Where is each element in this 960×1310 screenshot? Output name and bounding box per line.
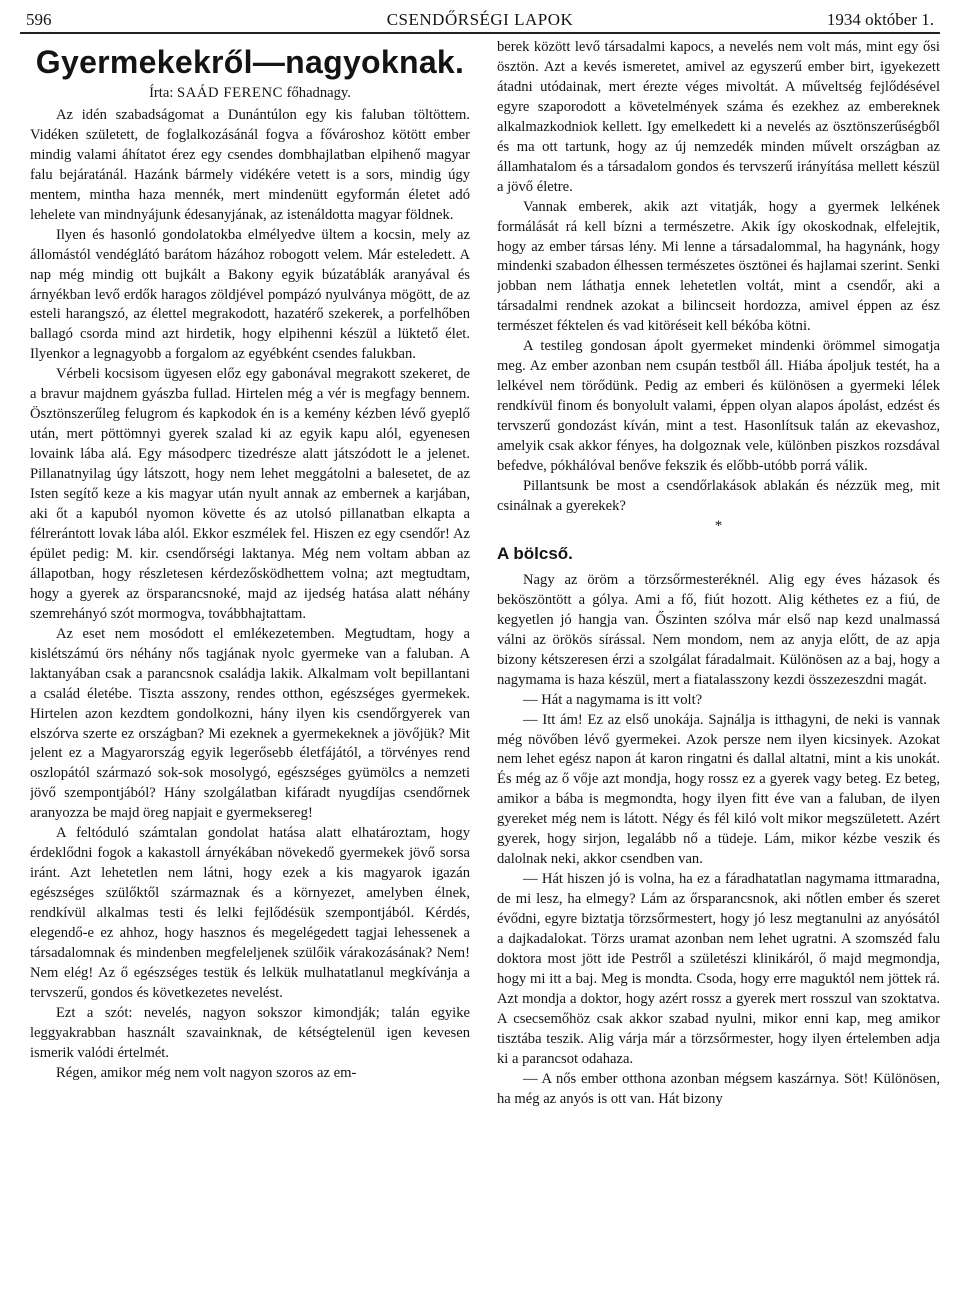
paragraph: Nagy az öröm a törzsőrmesteréknél. Alig egy éves házasok és beköszöntött a gólya. Ami a fő, fiút hozott. Alig kéthetes ez a fiú, de kegyetlen jó hangja van. Őszinten szólva már első nap kezd unalmassá válni az örökös sírással. Nem mondom, nem az anyja előtt, de az apja bizony kétszeresen érzi a szolgálat fáradalmait. Különösen az a baj, hogy a nagymama is haza készül, mert a fiatalasszony kezdi összezeszdni magát. [497, 571, 940, 688]
left-column [30, 44, 470, 1306]
paragraph: Ezt a szót: nevelés, nagyon sokszor kimondják; talán egyike leggyakrabban használt szavainknak, de kétségtelenül igen kevesen ismerik valódi értelmét. [30, 1004, 470, 1061]
byline-prefix: Írta: [149, 85, 174, 101]
right-column-body-top [497, 38, 940, 517]
paragraph: Vérbeli kocsisom ügyesen előz egy gabonával megrakott szekeret, de a bravur majdnem gyászba fullad. Hirtelen még a vér is megfagy bennem. Ösztönszerűleg felugrom és kapkodok én is a kemény kézben lévő gyeplő után, mert pöttömnyi gyerek szalad ki az egyik kapu alól, egyenesen lovaink lába alá. Egy másodperc tizedrésze alatt játszódott le a jelenet. Pillanatnyilag úgy látszott, hogy nem lehet meggátolni a balesetet, de az Isten segítő keze a kis magyar után nyult annak az embernek a karjában, aki őt a kapuból nyomon követte és az utolsó pillanatban elkapta a félrerántott lovak lába alól. Ekkor eszmélek fel. Hiszen ez egy csendőr! Az épület pedig: M. kir. csendőrségi laktanya. Még nem voltam abban az állapotban, hogy részletesen kérdezősködhettem volna; azt megtudtam, hogy a gyerek az örsparancsnoké, majd az ijedség hatása alatt néhány szemrehányó szót mormogva, továbbhajtattam. [30, 366, 470, 622]
paragraph: Ilyen és hasonló gondolatokba elmélyedve ültem a kocsin, mely az állomástól vendéglátó barátom házához robogott velem. Már esteledett. A nap még mindig ott bujkált a Bakony egyik búzatáblák aranyával és árnyékban levő erdők haragos zöldjével pompázó nyulványa mögött, de az esteli harangszó, az élettel megrakodott, hazatérő szekerek, a porfelhőben ballagó csorda mind azt hirdetik, hogy elpihenni készül a lüktető élet. Ilyenkor a legnagyobb a forgalom az egyébként csendes falukban. [30, 226, 470, 363]
right-column [497, 38, 940, 1306]
paragraph: Az eset nem mosódott el emlékezetemben. Megtudtam, hogy a kislétszámú örs néhány nős tagjának nyolc gyermeke van a faluban. A laktanyában csak a parancsnok családja lakik. Alkalmam volt bepillantani a család életébe. Tiszta asszony, rendes otthon, egészséges gyermekek. Hirtelen azon kezdtem gondolkozni, hány ilyen kis csendőrgyerek van elszórva szerte ez országban? Mi ezeknek a gyermekeknek a jövőjük? Mit jelent ez a Magyarország egyik legerősebb életfájától, a törvényes rend oszlopától származó sok-sok mosolygó, egészséges gyümölcs a nemzeti jövő szempontjából? Hány szolgálatban kifáradt nyugdíjas csendőrnek aranyozza be majd öreg napjait e gyermeksereg! [30, 625, 470, 822]
byline [30, 84, 470, 104]
paragraph: — A nős ember otthona azonban mégsem kaszárnya. Söt! Különösen, ha még az anyós is ott van. Hát bizony [497, 1070, 940, 1107]
author-name: SAÁD FERENC [177, 85, 283, 101]
paragraph: A feltóduló számtalan gondolat hatása alatt elhatároztam, hogy érdeklődni fogok a kakastoll árnyékában növekedő gyermekek jövő sorsa iránt. Azt lehetetlen nem látni, hogy ezek a kis magyarok igazán egészséges szülőktől származnak és a környezet, amelyben élnek, rendkívül alkalmas testi és lelki fejlődésük szempontjából. Kérdés, elegendő-e ez ahhoz, hogy hasznos és megelégedett tagjai lehessenek a társadalomnak és mindenben megfeleljenek szülőik várakozásának? Nem! Nem elég! Az ő egészséges testük és lelkük mulhatatlanul megkívánja a tervszerű, gondos és következetes nevelést. [30, 825, 470, 1001]
paragraph: — Hát a nagymama is itt volt? [523, 691, 703, 708]
paragraph: Pillantsunk be most a csendőrlakások ablakán és nézzük meg, mit csinálnak a gyerekek? [497, 477, 940, 514]
paragraph: Régen, amikor még nem volt nagyon szoros az em- [56, 1064, 357, 1081]
article-title: Gyermekekről—nagyoknak. [35, 44, 465, 80]
masthead: CSENDŐRSÉGI LAPOK [386, 10, 574, 29]
left-column-body [30, 106, 470, 1084]
right-column-body-bottom [497, 571, 940, 1110]
paragraph: A testileg gondosan ápolt gyermeket mindenki örömmel simogatja meg. Az ember azonban nem csupán testből áll. Hiába ápoljuk testét, ha a lelkével nem törődünk. Pedig az emberi és különösen a gyermeki lélek rendkívül finom és bonyolult valami, éppen olyan alapos ápolást, edzést és tervszerű gondozást kíván, mint a test. Hasonlítsuk talán az ekevashoz, amelyik csak akkor fényes, ha dolgoznak vele, különben piszkos rozsdával befedve, pókhálóval benőve fekszik és előbb-utóbb porrá válik. [497, 338, 940, 475]
page-number: 596 [26, 10, 52, 29]
paragraph: — Itt ám! Ez az első unokája. Sajnálja is itthagyni, de neki is vannak még növőben lévő gyermekei. Azok persze nem ilyen kicsinyek. Azokat nem lehet egész napon át karon ringatni és dallal altatni, mint a kis unokát. És még az ő vője azt mondja, hogy rossz ez a gyerek vagy beteg. Ez beteg, amikor a bába is megmondta, hogy ilyen fitt éve van a faluban, de ilyen gyereket még nem is látott. Négy és fél kiló volt mikor megszületett. Azért gyerek, hogy sirjon, legalább nő a tüdeje. Lám, mikor kézbe veszik és dalolnak neki, akkor csendben van. [497, 711, 940, 868]
paragraph: — Hát hiszen jó is volna, ha ez a fáradhatatlan nagymama ittmaradna, de mi lesz, ha elmegy? Lám az őrsparancsnok, aki nőtlen ember és szeret évődni, egyre biztatja törzsőrmestert, hogy jó lesz megtanulni az anyósától a dajkadalokat. Törzs uramat azonban nem lehet ugratni. A szomszéd falu doktora most jött ide Pestről a születészi klinikáról, ő majd megmondja, hogy mi itt a baj. Meg is mondta. Csoda, hogy erre maguktól nem jöttek rá. Azt mondja a doktor, hogy azért rossz a gyerek mert rosszul van szoktatva. A csecsemőhöz csak akkor szabad nyulni, mikor enni kap, meg amikor tisztába teszik. Alig várja már a törzsőrmester, hogy ilyen értelemben adja ki a parancsot odahaza. [497, 871, 940, 1067]
paragraph: Vannak emberek, akik azt vitatják, hogy a gyermek lelkének formálását rá kell bízni a természetre. Akik így okoskodnak, elfelejtik, hogy az ember társas lény. Mi lenne a társadalommal, ha hagynánk, hogy mindenki szabadon élhessen természetes ösztönei és hajlamai szerint. Senki jobban nem láthatja ennek lehetetlen voltát, mint a csendőr, aki a társadalmi rendnek azokat a bilincseit hordozza, amivel éppen az ész természet féktelen és vad kitöréseit kell békóba kötni. [497, 198, 940, 335]
author-rank: főhadnagy. [286, 85, 351, 101]
header-rule [20, 32, 940, 34]
issue-date: 1934 október 1. [826, 10, 934, 29]
page-header [20, 6, 940, 32]
section-title: A bölcső. [497, 543, 573, 563]
paragraph: Az idén szabadságomat a Dunántúlon egy kis faluban töltöttem. Vidéken született, de foglalkozásánál fogva a fővároshoz kötött ember mindig valami áhítatot érez egy csendes dombhajlatban elpihenő magyar falu bejáratánál. Hazánk bármely vidékére vetett is a sors, mindig úgy mentem, mintha haza mennék, mert mindenütt egyformán életet adó lehelete van mindnyájunk édesanyjának, az istenáldotta magyar földnek. [30, 106, 470, 223]
paragraph: berek között levő társadalmi kapocs, a nevelés nem volt más, mint egy ősi ösztön. Azt a kevés ismeretet, amivel az egyszerű ember birt, igyekezett átadni utódainak, mert érezte véges mivoltát. A műveltség fejlődésével egyre szaporodott a követelmények száma és ezekhez az embereknek alkalmazkodniok kellett. Igy emelkedett ki a nevelés az ösztönszerűségből és ma ott tartunk, hogy az új nemzedék minden művelt országban az államhatalom és a társadalom gondos és tervszerű irányítása mellett készül a jövő életre. [497, 39, 940, 195]
section-separator-star: * [714, 517, 723, 534]
